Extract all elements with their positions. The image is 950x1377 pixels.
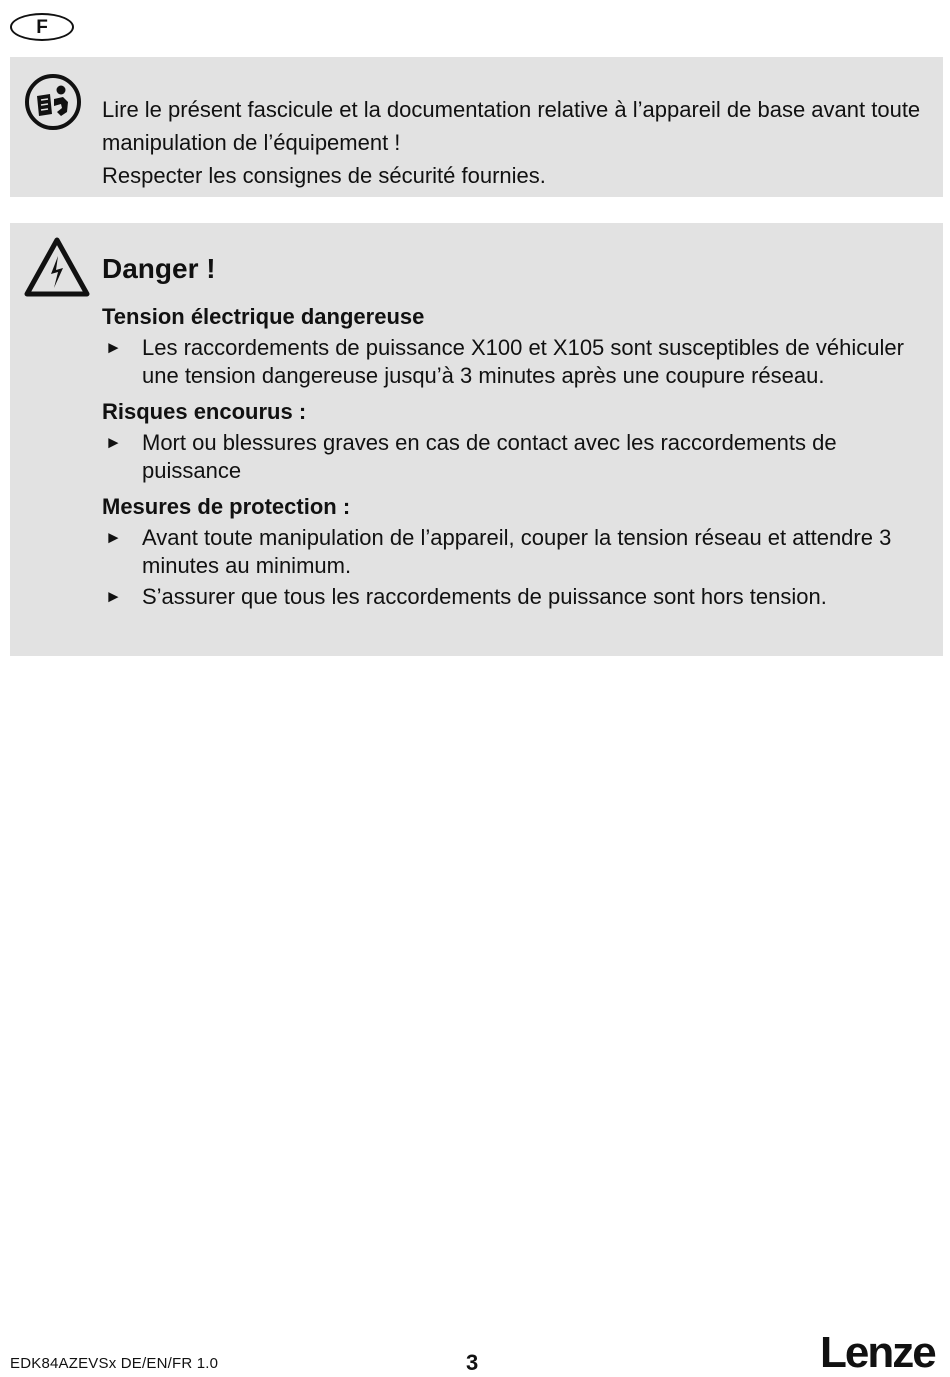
info-notice-box (10, 57, 943, 197)
high-voltage-warning-icon (23, 236, 91, 298)
read-manual-icon (23, 72, 83, 132)
brand-logo: Lenze (820, 1328, 935, 1377)
hazard-list (102, 334, 922, 389)
list-item: ► Avant toute manipulation de l’appareil, couper la tension réseau et attendre 3 minutes au minimum. (105, 525, 892, 578)
list-item: ► Mort ou blessures graves en cas de contact avec les raccordements de puissance (105, 430, 837, 483)
bullet-arrow-icon: ► (105, 587, 122, 606)
bullet-arrow-icon: ► (105, 338, 122, 357)
list-item: ► S’assurer que tous les raccordements de puissance sont hors tension. (105, 584, 827, 609)
bullet-arrow-icon: ► (105, 433, 122, 452)
danger-body (102, 303, 922, 620)
info-line-1: Lire le présent fascicule et la documentation relative à l’appareil de base avant toute manipulation de l’équipement ! (102, 97, 921, 155)
page-number: 3 (466, 1350, 479, 1375)
section-heading-protection: Mesures de protection : (102, 494, 351, 519)
danger-title: Danger ! (102, 253, 216, 284)
risks-list (102, 429, 922, 484)
list-item: ► Les raccordements de puissance X100 et X105 sont susceptibles de véhiculer une tension dangereuse jusqu’à 3 minutes après une coupure réseau. (105, 335, 904, 388)
language-badge: F (10, 13, 74, 41)
danger-notice-box (10, 223, 943, 656)
info-line-2: Respecter les consignes de sécurité fournies. (102, 163, 546, 188)
protection-list (102, 524, 922, 611)
bullet-arrow-icon: ► (105, 528, 122, 547)
footer-document-id: EDK84AZEVSx DE/EN/FR 1.0 (10, 1355, 219, 1372)
info-text (102, 93, 932, 192)
section-heading-risks: Risques encourus : (102, 399, 307, 424)
section-heading-hazard: Tension électrique dangereuse (102, 304, 425, 329)
